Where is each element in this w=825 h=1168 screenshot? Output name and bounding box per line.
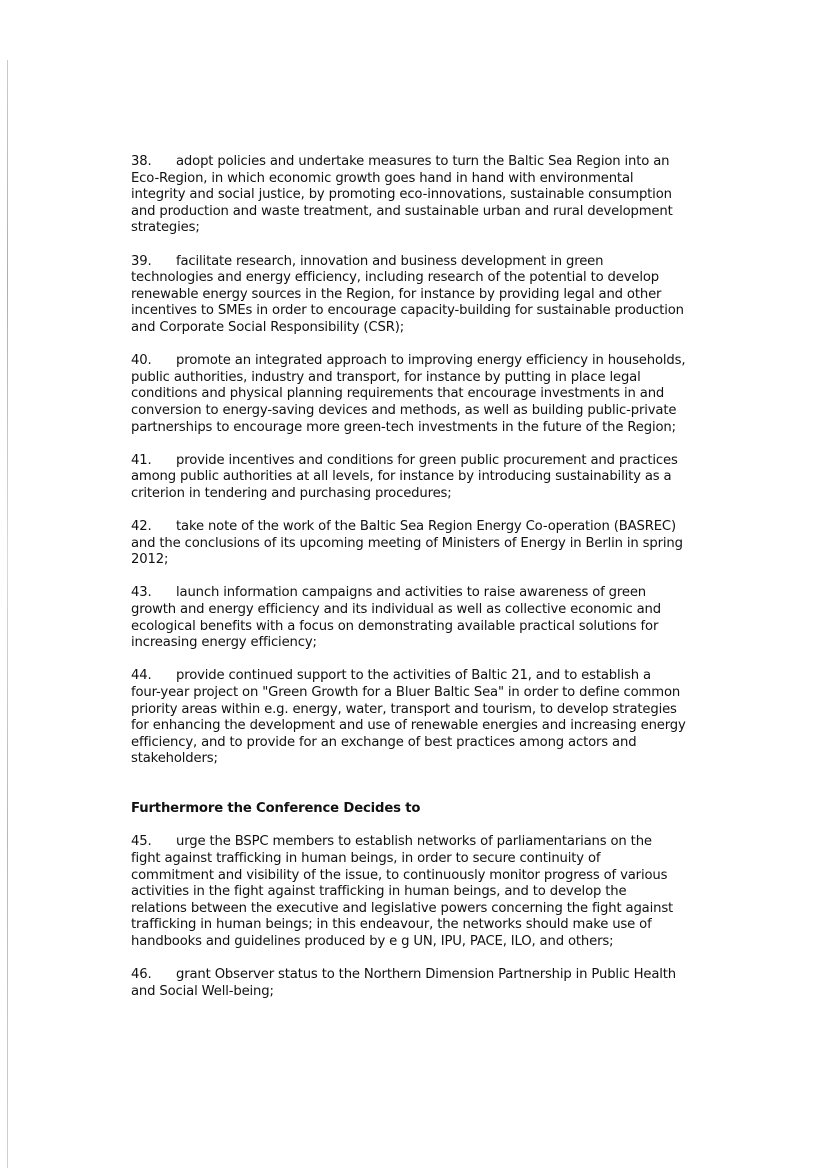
paragraph-line bbox=[131, 751, 731, 768]
document-page bbox=[131, 154, 731, 1017]
paragraph-text: Eco-Region, in which economic growth goes hand in hand with environmental bbox=[131, 170, 634, 186]
paragraph-line bbox=[131, 851, 731, 868]
paragraph-line bbox=[131, 702, 731, 719]
paragraph-line bbox=[131, 718, 731, 735]
paragraph-text: ecological benefits with a focus on demonstrating available practical solutions for bbox=[131, 618, 659, 634]
paragraph-line bbox=[131, 552, 731, 569]
paragraph-text: and the conclusions of its upcoming meeting of Ministers of Energy in Berlin in spring bbox=[131, 535, 683, 551]
paragraph-line bbox=[131, 204, 731, 221]
paragraph-line bbox=[131, 320, 731, 337]
paragraph-number: 42. bbox=[131, 519, 152, 535]
paragraph-number: 45. bbox=[131, 834, 152, 850]
paragraph-line bbox=[131, 967, 731, 984]
paragraph-text: renewable energy sources in the Region, for instance by providing legal and other bbox=[131, 286, 662, 302]
numbered-paragraph bbox=[131, 154, 731, 237]
paragraph-text: criterion in tendering and purchasing procedures; bbox=[131, 485, 452, 501]
numbered-paragraph bbox=[131, 353, 731, 436]
paragraph-text: and Corporate Social Responsibility (CSR); bbox=[131, 319, 405, 335]
paragraph-line bbox=[131, 735, 731, 752]
paragraph-text: public authorities, industry and transport, for instance by putting in place legal bbox=[131, 369, 641, 385]
numbered-paragraph bbox=[131, 254, 731, 337]
paragraph-text: adopt policies and undertake measures to turn the Baltic Sea Region into an bbox=[176, 154, 670, 169]
paragraph-text: growth and energy efficiency and its individual as well as collective economic and bbox=[131, 602, 661, 618]
paragraph-text: handbooks and guidelines produced by e g UN, IPU, PACE, ILO, and others; bbox=[131, 933, 614, 949]
paragraph-number: 38. bbox=[131, 154, 152, 169]
paragraph-line bbox=[131, 187, 731, 204]
paragraph-text: take note of the work of the Baltic Sea Region Energy Co-operation (BASREC) bbox=[176, 519, 676, 535]
paragraph-text: and production and waste treatment, and sustainable urban and rural development bbox=[131, 203, 673, 219]
paragraph-text: launch information campaigns and activities to raise awareness of green bbox=[176, 585, 647, 601]
paragraph-text: among public authorities at all levels, for instance by introducing sustainability as a bbox=[131, 469, 672, 485]
numbered-paragraph bbox=[131, 453, 731, 503]
numbered-paragraph bbox=[131, 585, 731, 651]
paragraph-text: facilitate research, innovation and business development in green bbox=[176, 253, 604, 269]
paragraph-text: fight against trafficking in human beings, in order to secure continuity of bbox=[131, 850, 601, 866]
paragraph-line bbox=[131, 370, 731, 387]
paragraph-number: 44. bbox=[131, 668, 152, 684]
numbered-paragraph bbox=[131, 967, 731, 1000]
paragraph-text: increasing energy efficiency; bbox=[131, 635, 317, 651]
paragraph-line bbox=[131, 884, 731, 901]
resolution-paragraphs-group bbox=[131, 154, 731, 768]
paragraph-line bbox=[131, 934, 731, 951]
paragraph-line bbox=[131, 486, 731, 503]
paragraph-line bbox=[131, 270, 731, 287]
paragraph-line bbox=[131, 901, 731, 918]
decision-paragraphs-group bbox=[131, 834, 731, 1000]
paragraph-text: conversion to energy-saving devices and methods, as well as building public-private bbox=[131, 402, 677, 418]
paragraph-line bbox=[131, 453, 731, 470]
paragraph-line bbox=[131, 469, 731, 486]
paragraph-text: urge the BSPC members to establish networks of parliamentarians on the bbox=[176, 834, 652, 850]
paragraph-text: for enhancing the development and use of renewable energies and increasing energy bbox=[131, 718, 686, 734]
paragraph-text: technologies and energy efficiency, including research of the potential to develop bbox=[131, 270, 660, 286]
paragraph-text: trafficking in human beings; in this endeavour, the networks should make use of bbox=[131, 917, 652, 933]
paragraph-line bbox=[131, 519, 731, 536]
paragraph-text: stakeholders; bbox=[131, 751, 218, 767]
scan-edge-artifact bbox=[7, 60, 8, 1168]
paragraph-text: 2012; bbox=[131, 552, 169, 568]
paragraph-line bbox=[131, 685, 731, 702]
paragraph-text: activities in the fight against trafficking in human beings, and to develop the bbox=[131, 884, 627, 900]
paragraph-number: 43. bbox=[131, 585, 152, 601]
paragraph-line bbox=[131, 420, 731, 437]
paragraph-number: 40. bbox=[131, 353, 152, 369]
paragraph-text: relations between the executive and legislative powers concerning the fight against bbox=[131, 900, 674, 916]
paragraph-number: 46. bbox=[131, 967, 152, 983]
paragraph-line bbox=[131, 619, 731, 636]
paragraph-line bbox=[131, 834, 731, 851]
paragraph-line bbox=[131, 303, 731, 320]
paragraph-line bbox=[131, 403, 731, 420]
paragraph-line bbox=[131, 585, 731, 602]
paragraph-text: efficiency, and to provide for an exchange of best practices among actors and bbox=[131, 734, 637, 750]
paragraph-line bbox=[131, 668, 731, 685]
paragraph-line bbox=[131, 917, 731, 934]
paragraph-line bbox=[131, 254, 731, 271]
paragraph-line bbox=[131, 602, 731, 619]
paragraph-text: conditions and physical planning requirements that encourage investments in and bbox=[131, 386, 665, 402]
paragraph-line bbox=[131, 220, 731, 237]
paragraph-text: commitment and visibility of the issue, to continuously monitor progress of various bbox=[131, 867, 668, 883]
numbered-paragraph bbox=[131, 519, 731, 569]
paragraph-line bbox=[131, 536, 731, 553]
paragraph-text: promote an integrated approach to improving energy efficiency in households, bbox=[176, 353, 686, 369]
paragraph-line bbox=[131, 868, 731, 885]
paragraph-text: priority areas within e.g. energy, water, transport and tourism, to develop strategies bbox=[131, 701, 677, 717]
paragraph-text: and Social Well-being; bbox=[131, 983, 274, 999]
paragraph-text: provide continued support to the activities of Baltic 21, and to establish a bbox=[176, 668, 651, 684]
paragraph-text: strategies; bbox=[131, 220, 200, 236]
paragraph-line bbox=[131, 984, 731, 1001]
paragraph-text: grant Observer status to the Northern Dimension Partnership in Public Health bbox=[176, 967, 677, 983]
paragraph-text: provide incentives and conditions for green public procurement and practices bbox=[176, 452, 678, 468]
paragraph-line bbox=[131, 386, 731, 403]
paragraph-number: 39. bbox=[131, 253, 152, 269]
numbered-paragraph bbox=[131, 668, 731, 768]
paragraph-line bbox=[131, 154, 731, 171]
paragraph-line bbox=[131, 287, 731, 304]
paragraph-text: partnerships to encourage more green-tech investments in the future of the Region; bbox=[131, 419, 676, 435]
paragraph-text: integrity and social justice, by promoting eco-innovations, sustainable consumption bbox=[131, 187, 672, 203]
section-heading: Furthermore the Conference Decides to bbox=[131, 801, 421, 817]
paragraph-line bbox=[131, 353, 731, 370]
paragraph-text: four-year project on "Green Growth for a Bluer Baltic Sea" in order to define common bbox=[131, 685, 681, 700]
paragraph-number: 41. bbox=[131, 452, 152, 468]
paragraph-line bbox=[131, 171, 731, 188]
numbered-paragraph bbox=[131, 834, 731, 950]
paragraph-line bbox=[131, 635, 731, 652]
paragraph-text: incentives to SMEs in order to encourage capacity-building for sustainable production bbox=[131, 303, 684, 319]
